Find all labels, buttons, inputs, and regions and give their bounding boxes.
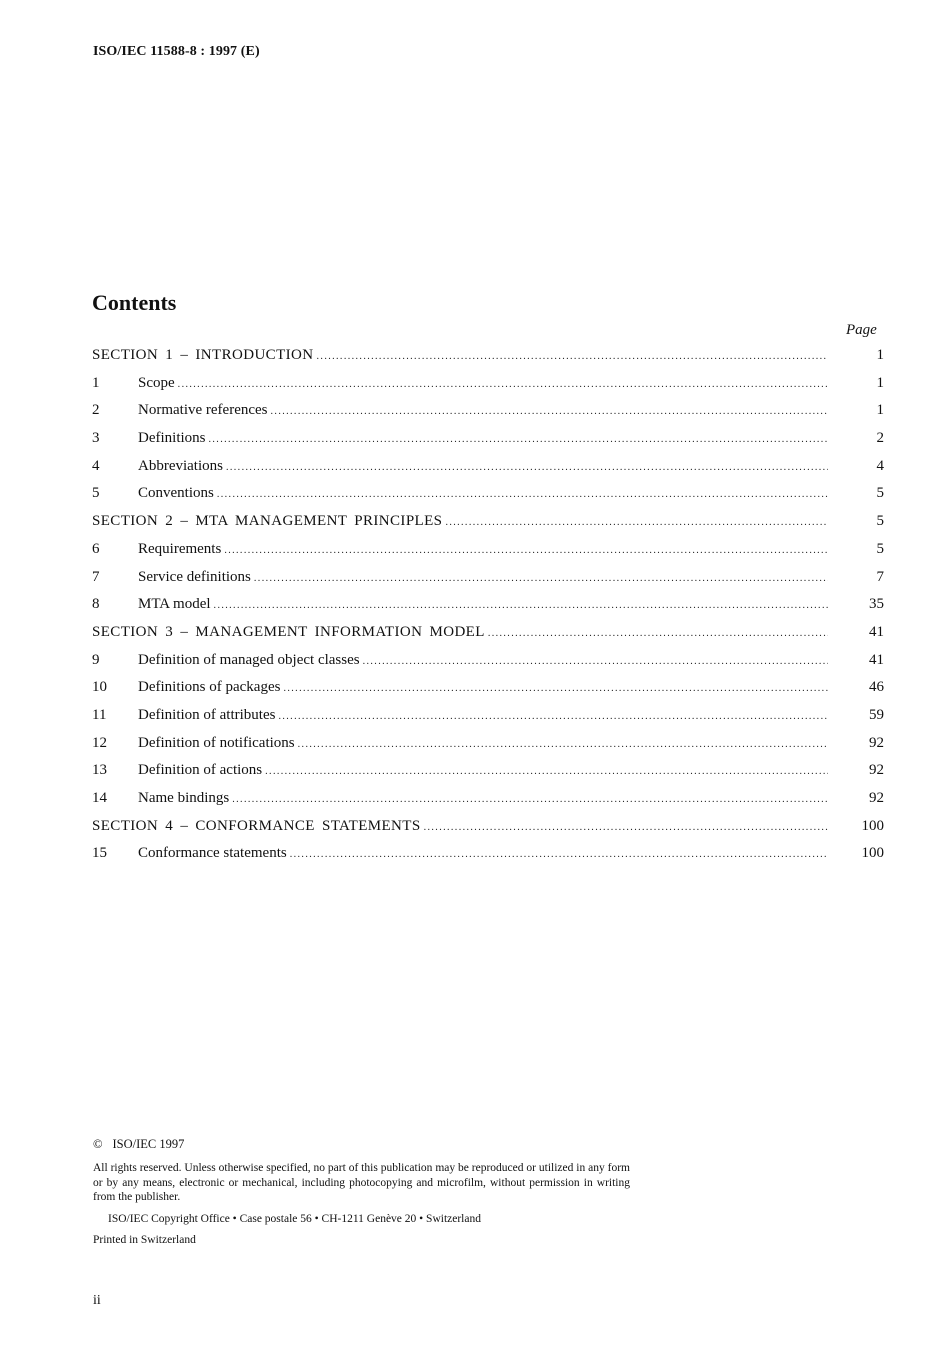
running-header: ISO/IEC 11588-8 : 1997 (E) [93,44,260,59]
toc-entry-title: Definition of attributes [138,706,276,723]
toc-entry-number: 7 [92,568,100,585]
toc-section-row [92,624,884,652]
toc-leader-dots [232,794,828,805]
toc-leader-dots [209,434,829,445]
toc-entry-title: Definitions of packages [138,679,281,696]
toc-entry-page: 59 [869,706,884,723]
table-of-contents [92,347,884,873]
toc-entry-row [92,735,884,763]
toc-entry-number: 15 [92,845,107,862]
toc-entry-row [92,707,884,735]
toc-entry-row [92,541,884,569]
toc-entry-page: 4 [876,457,884,474]
toc-entry-page: 41 [869,623,884,640]
toc-entry-page: 35 [869,596,884,613]
toc-entry-title: Definition of actions [138,762,263,779]
toc-entry-page: 100 [861,817,884,834]
toc-section-row [92,818,884,846]
toc-entry-page: 5 [876,540,884,557]
toc-leader-dots [254,573,828,584]
toc-entry-title: Definitions [138,430,206,447]
toc-entry-row [92,458,884,486]
toc-leader-dots [224,545,828,556]
copyright-symbol: © [93,1137,103,1151]
toc-entry-title: Scope [138,374,175,391]
toc-leader-dots [488,628,828,639]
toc-entry-title: Service definitions [138,568,251,585]
toc-entry-title: SECTION 4 – CONFORMANCE STATEMENTS [92,817,421,834]
page-column-label: Page [846,322,877,338]
toc-entry-page: 41 [869,651,884,668]
toc-leader-dots [278,711,828,722]
toc-leader-dots [226,462,828,473]
toc-entry-number: 13 [92,762,107,779]
toc-entry-page: 1 [876,347,884,363]
toc-entry-number: 6 [92,540,100,557]
toc-leader-dots [363,656,828,667]
toc-entry-page: 100 [861,845,884,862]
printed-in: Printed in Switzerland [93,1233,196,1246]
toc-entry-row [92,375,884,403]
toc-leader-dots [317,351,828,362]
copyright-holder: ISO/IEC 1997 [112,1137,185,1151]
toc-entry-page: 1 [876,374,884,391]
toc-leader-dots [217,489,828,500]
toc-entry-number: 11 [92,706,107,723]
contents-title: Contents [92,290,177,315]
toc-entry-row [92,845,884,873]
toc-entry-title: Abbreviations [138,457,223,474]
toc-entry-row [92,430,884,458]
toc-entry-page: 92 [869,790,884,806]
toc-entry-row [92,402,884,430]
toc-entry-number: 2 [92,402,100,419]
toc-entry-page: 92 [869,734,884,751]
toc-leader-dots [283,683,828,694]
toc-entry-title: Conformance statements [138,845,287,862]
toc-entry-row [92,569,884,597]
toc-entry-page: 5 [876,513,884,530]
copyright-block [93,1137,630,1247]
toc-entry-number: 12 [92,734,107,751]
toc-entry-title: Normative references [138,402,268,419]
page-number: ii [93,1293,101,1308]
toc-entry-number: 10 [92,679,107,696]
rights-statement: All rights reserved. Unless otherwise specified, no part of this publication may be reproduced or utilized in any form or by any means, electronic or mechanical, including photocopying and microfilm, without permission in writing from the publisher. [93,1162,630,1203]
toc-entry-title: Definition of managed object classes [138,651,360,668]
toc-leader-dots [178,379,828,390]
toc-leader-dots [290,849,828,860]
toc-entry-number: 14 [92,790,107,806]
toc-entry-page: 92 [869,762,884,779]
toc-entry-row [92,652,884,680]
toc-entry-row [92,762,884,790]
toc-entry-row [92,485,884,513]
copyright-line [93,1137,630,1151]
toc-entry-title: Definition of notifications [138,734,295,751]
toc-leader-dots [214,600,828,611]
toc-entry-page: 2 [876,430,884,447]
toc-entry-row [92,679,884,707]
toc-leader-dots [424,822,828,833]
toc-entry-page: 1 [876,402,884,419]
toc-entry-page: 7 [876,568,884,585]
toc-leader-dots [298,739,828,750]
toc-entry-number: 8 [92,596,100,613]
toc-entry-number: 3 [92,430,100,447]
toc-entry-number: 4 [92,457,100,474]
toc-entry-page: 5 [876,485,884,502]
toc-entry-title: SECTION 2 – MTA MANAGEMENT PRINCIPLES [92,513,443,530]
toc-entry-row [92,790,884,818]
copyright-office-address: ISO/IEC Copyright Office • Case postale 56 • CH-1211 Genève 20 • Switzerland [108,1212,481,1225]
toc-entry-page: 46 [869,679,884,696]
toc-entry-title: SECTION 1 – INTRODUCTION [92,347,314,363]
toc-entry-row [92,596,884,624]
toc-entry-number: 5 [92,485,100,502]
toc-leader-dots [445,517,828,528]
toc-entry-title: SECTION 3 – MANAGEMENT INFORMATION MODEL [92,623,485,640]
toc-entry-title: Requirements [138,540,222,557]
toc-entry-number: 9 [92,651,100,668]
toc-entry-title: Conventions [138,485,214,502]
toc-section-row [92,347,884,375]
toc-entry-number: 1 [92,374,100,391]
toc-leader-dots [271,406,828,417]
toc-entry-title: Name bindings [138,790,230,806]
toc-entry-title: MTA model [138,596,211,613]
toc-section-row [92,513,884,541]
toc-leader-dots [265,766,828,777]
